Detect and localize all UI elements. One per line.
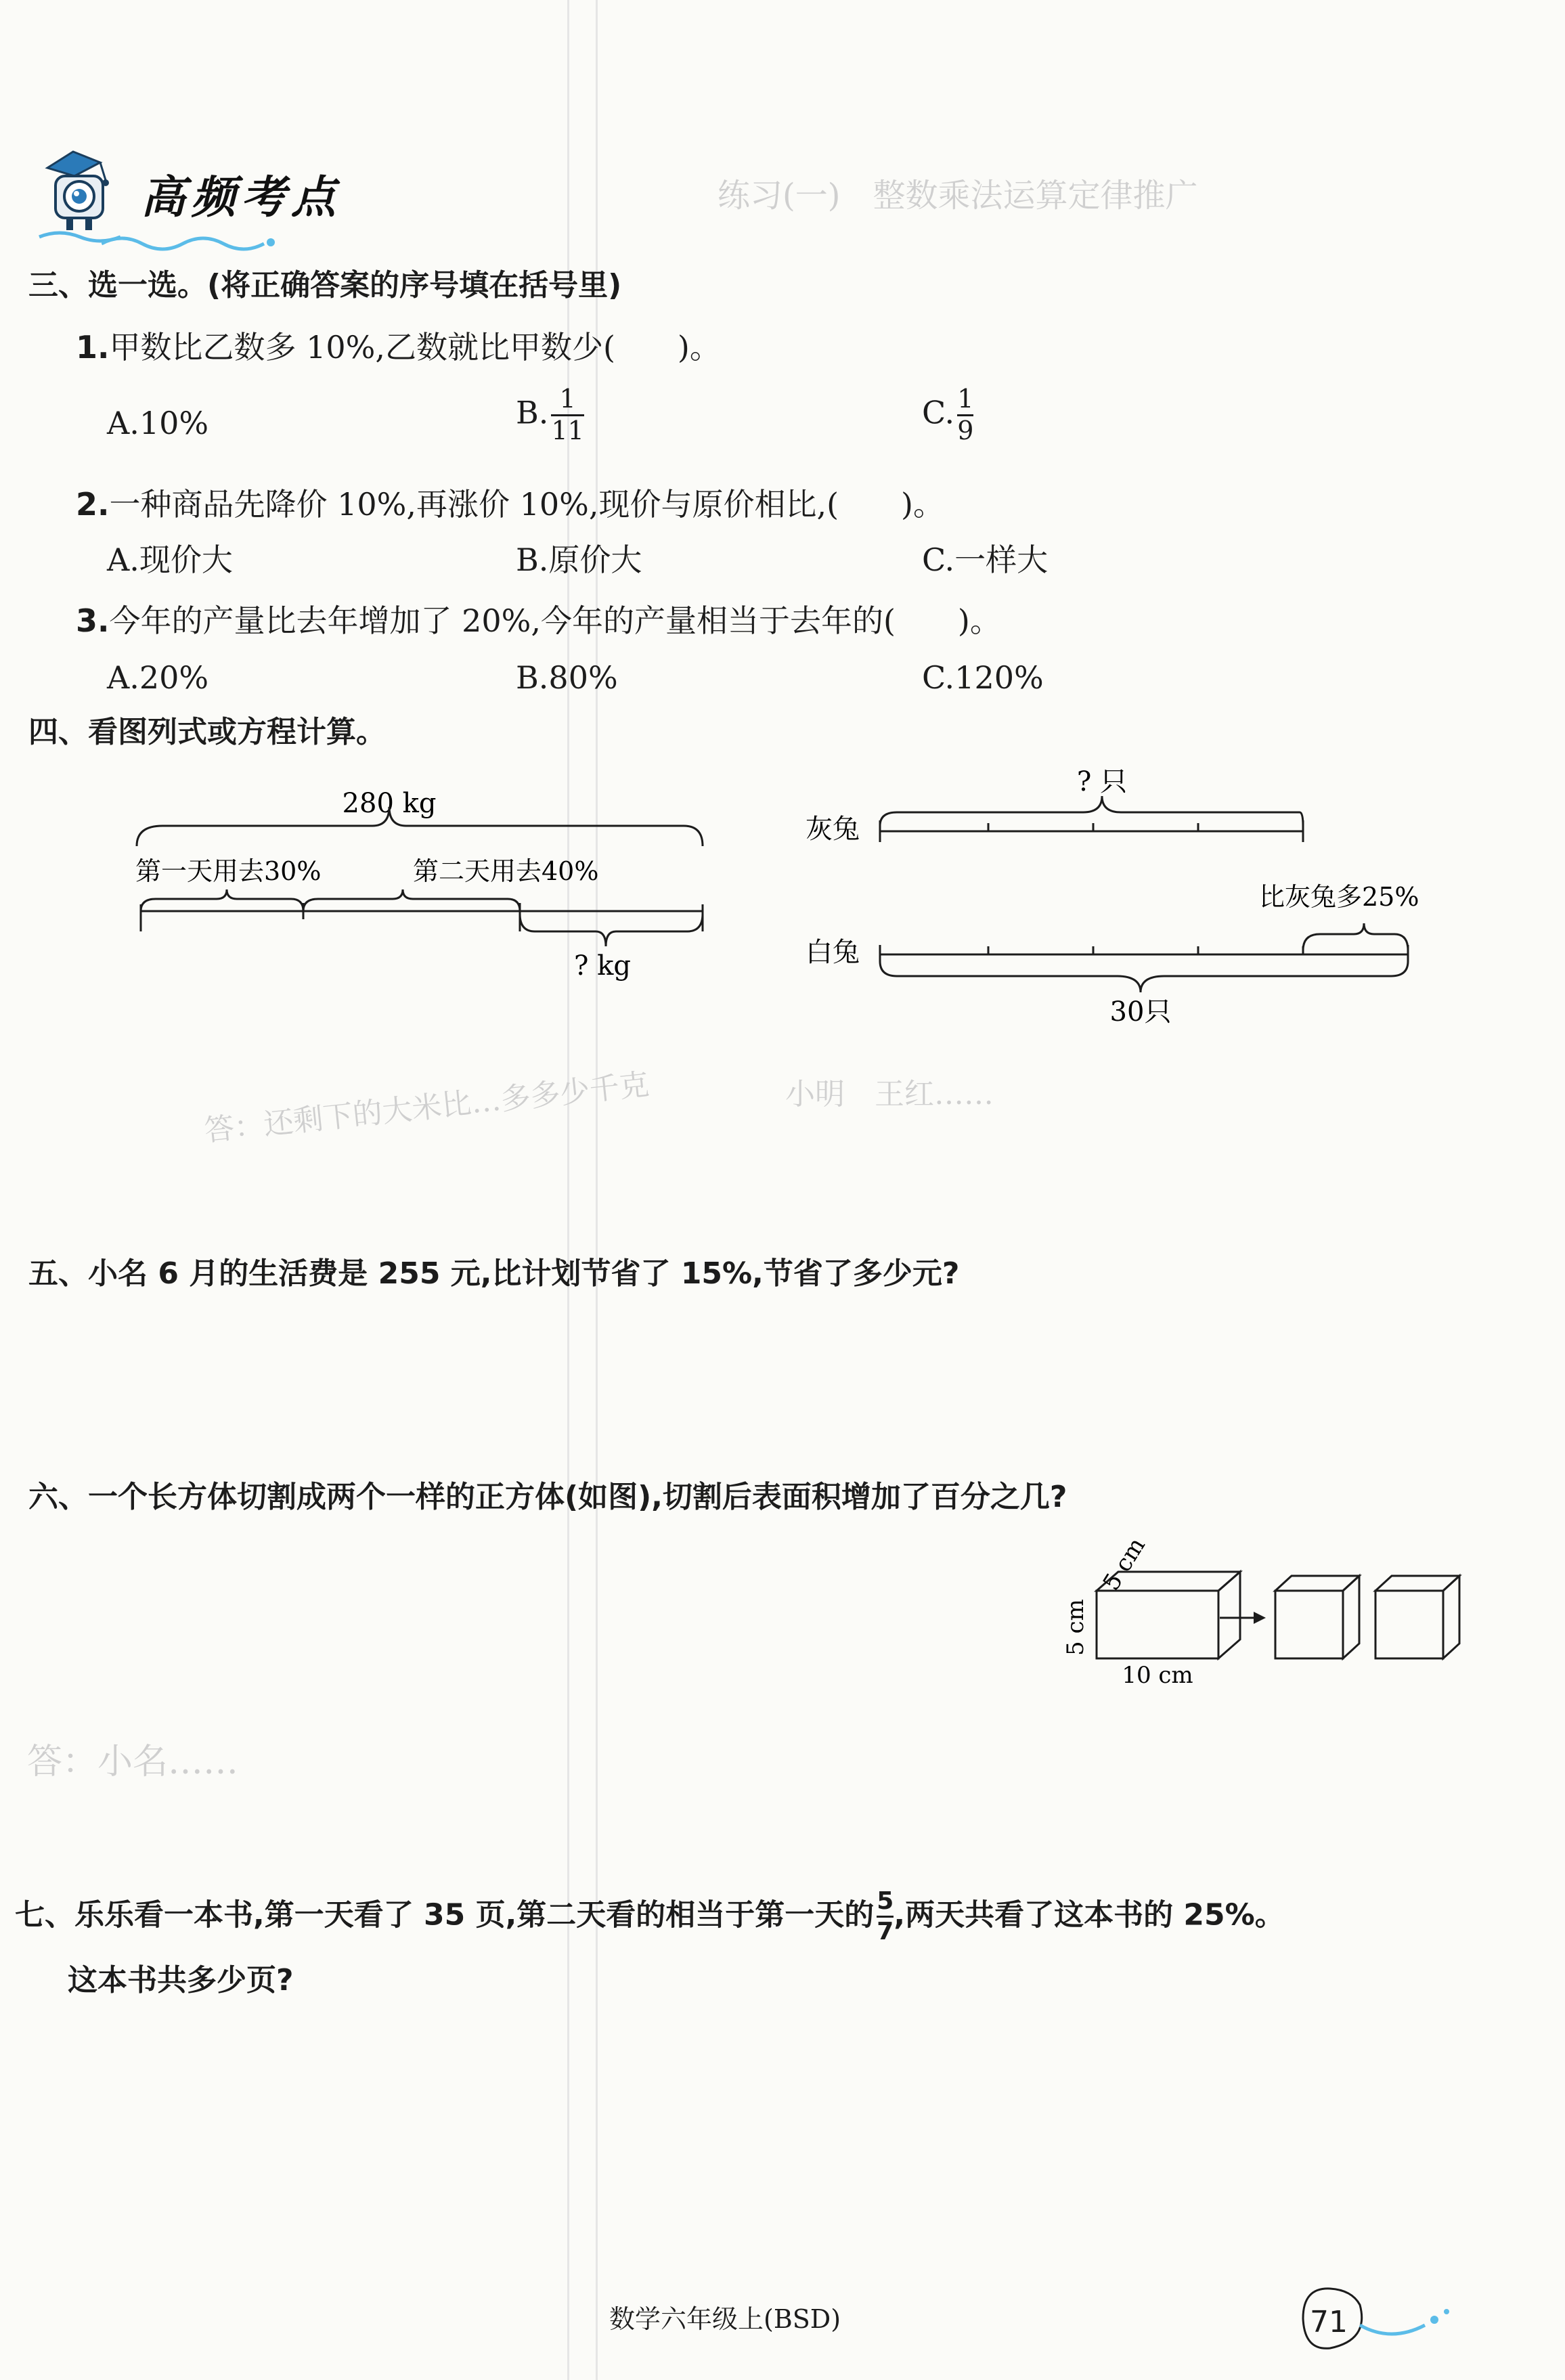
section-heading-choose: 三、选一选。(将正确答案的序号填在括号里) [28,268,622,303]
option-c [922,386,973,445]
problem-5-percent: 15% [680,1256,753,1291]
rabbit-diagram [799,758,1476,1029]
problem-5-text: 元,比计划节省了 [440,1256,681,1291]
grey-brace [880,796,1303,826]
option-b [516,386,584,445]
option-a: A.20% [107,659,209,696]
problem-5-text: 月的生活费是 [178,1256,378,1291]
fraction-numerator: 1 [957,384,974,414]
grey-unknown-label: ? 只 [1076,766,1128,797]
grey-rabbit-label: 灰兔 [806,814,860,845]
fraction [877,1889,894,1945]
option-a: A.10% [107,405,209,441]
section-heading-diagram: 四、看图列式或方程计算。 [28,715,386,749]
problem-5-amount: 255 [378,1256,441,1291]
section-banner-title: 高频考点 [141,170,341,223]
question-text: 甲数比乙数多 10%,乙数就比甲数少( )。 [109,329,721,366]
question-2 [76,486,944,523]
remaining-brace [520,914,703,946]
question-3 [76,602,1001,640]
day2-label: 第二天用去40% [413,856,599,886]
day1-brace [141,889,303,911]
option-b: B.80% [516,659,618,696]
page-number: 71 [1310,2305,1348,2339]
problem-5-text: ,节省了多少元? [752,1256,960,1291]
option-label: C. [922,394,955,431]
problem-6: 六、一个长方体切割成两个一样的正方体(如图),切割后表面积增加了百分之几? [28,1480,1067,1514]
more-than-grey-label: 比灰兔多25% [1259,882,1419,912]
problem-7 [15,1889,1285,1945]
question-text: 一种商品先降价 10%,再涨价 10%,现价与原价相比,( )。 [109,486,944,523]
rice-usage-diagram [129,778,718,1002]
cube-right [1375,1591,1443,1658]
fraction [957,386,973,445]
fraction-denominator: 7 [877,1917,894,1945]
bleed-through-text: 答：还剩下的大米比…多多少千克 [202,1067,651,1149]
fraction [551,386,583,445]
bleed-through-text: 练习(一) 整数乘法运算定律推广 [718,177,1198,215]
remaining-label: ? kg [573,950,632,982]
option-a: A.现价大 [107,542,233,578]
white-total-label: 30只 [1109,996,1172,1028]
fraction-denominator: 11 [551,415,584,445]
cube-left [1275,1591,1343,1658]
bleed-through-text: 小明 王红…… [785,1077,994,1111]
bleed-through-text: 答：小名…… [27,1742,239,1782]
depth-label: 5 cm [1097,1533,1151,1595]
day2-brace [303,889,520,911]
problem-5-text: 五、小名 [28,1256,158,1291]
fraction-numerator: 1 [559,384,576,414]
question-number: 3. [76,602,110,639]
width-label: 10 cm [1122,1662,1193,1685]
option-b: B.原价大 [516,542,642,578]
problem-7-question: 这本书共多少页? [68,1963,294,1998]
white-rabbit-label: 白兔 [806,937,860,968]
day1-label: 第一天用去30% [135,856,322,886]
option-c: C.一样大 [922,542,1049,578]
fraction-denominator: 9 [957,415,974,445]
white-total-brace [880,961,1408,992]
camera-robot-icon [32,142,134,244]
option-c: C.120% [922,659,1044,696]
problem-5-month: 6 [158,1256,179,1291]
cuboid-cut-figure [1042,1523,1476,1685]
fraction-numerator: 5 [877,1887,894,1915]
option-label: B. [516,394,549,431]
footer-book-title: 数学六年级上(BSD) [609,2304,841,2334]
problem-7-text: ,两天共看了这本书的 25%。 [894,1897,1285,1933]
height-label: 5 cm [1062,1599,1089,1656]
question-number: 1. [76,329,110,366]
problem-7-text: 七、乐乐看一本书,第一天看了 35 页,第二天看的相当于第一天的 [15,1897,875,1933]
total-label: 280 kg [342,788,437,819]
wave-decoration [102,230,278,257]
cuboid [1097,1591,1218,1658]
extra-brace [1303,923,1408,950]
question-number: 2. [76,486,110,523]
section-banner [32,142,341,244]
question-1 [76,329,721,366]
question-text: 今年的产量比去年增加了 20%,今年的产量相当于去年的( )。 [109,602,1001,639]
problem-5 [28,1256,959,1292]
